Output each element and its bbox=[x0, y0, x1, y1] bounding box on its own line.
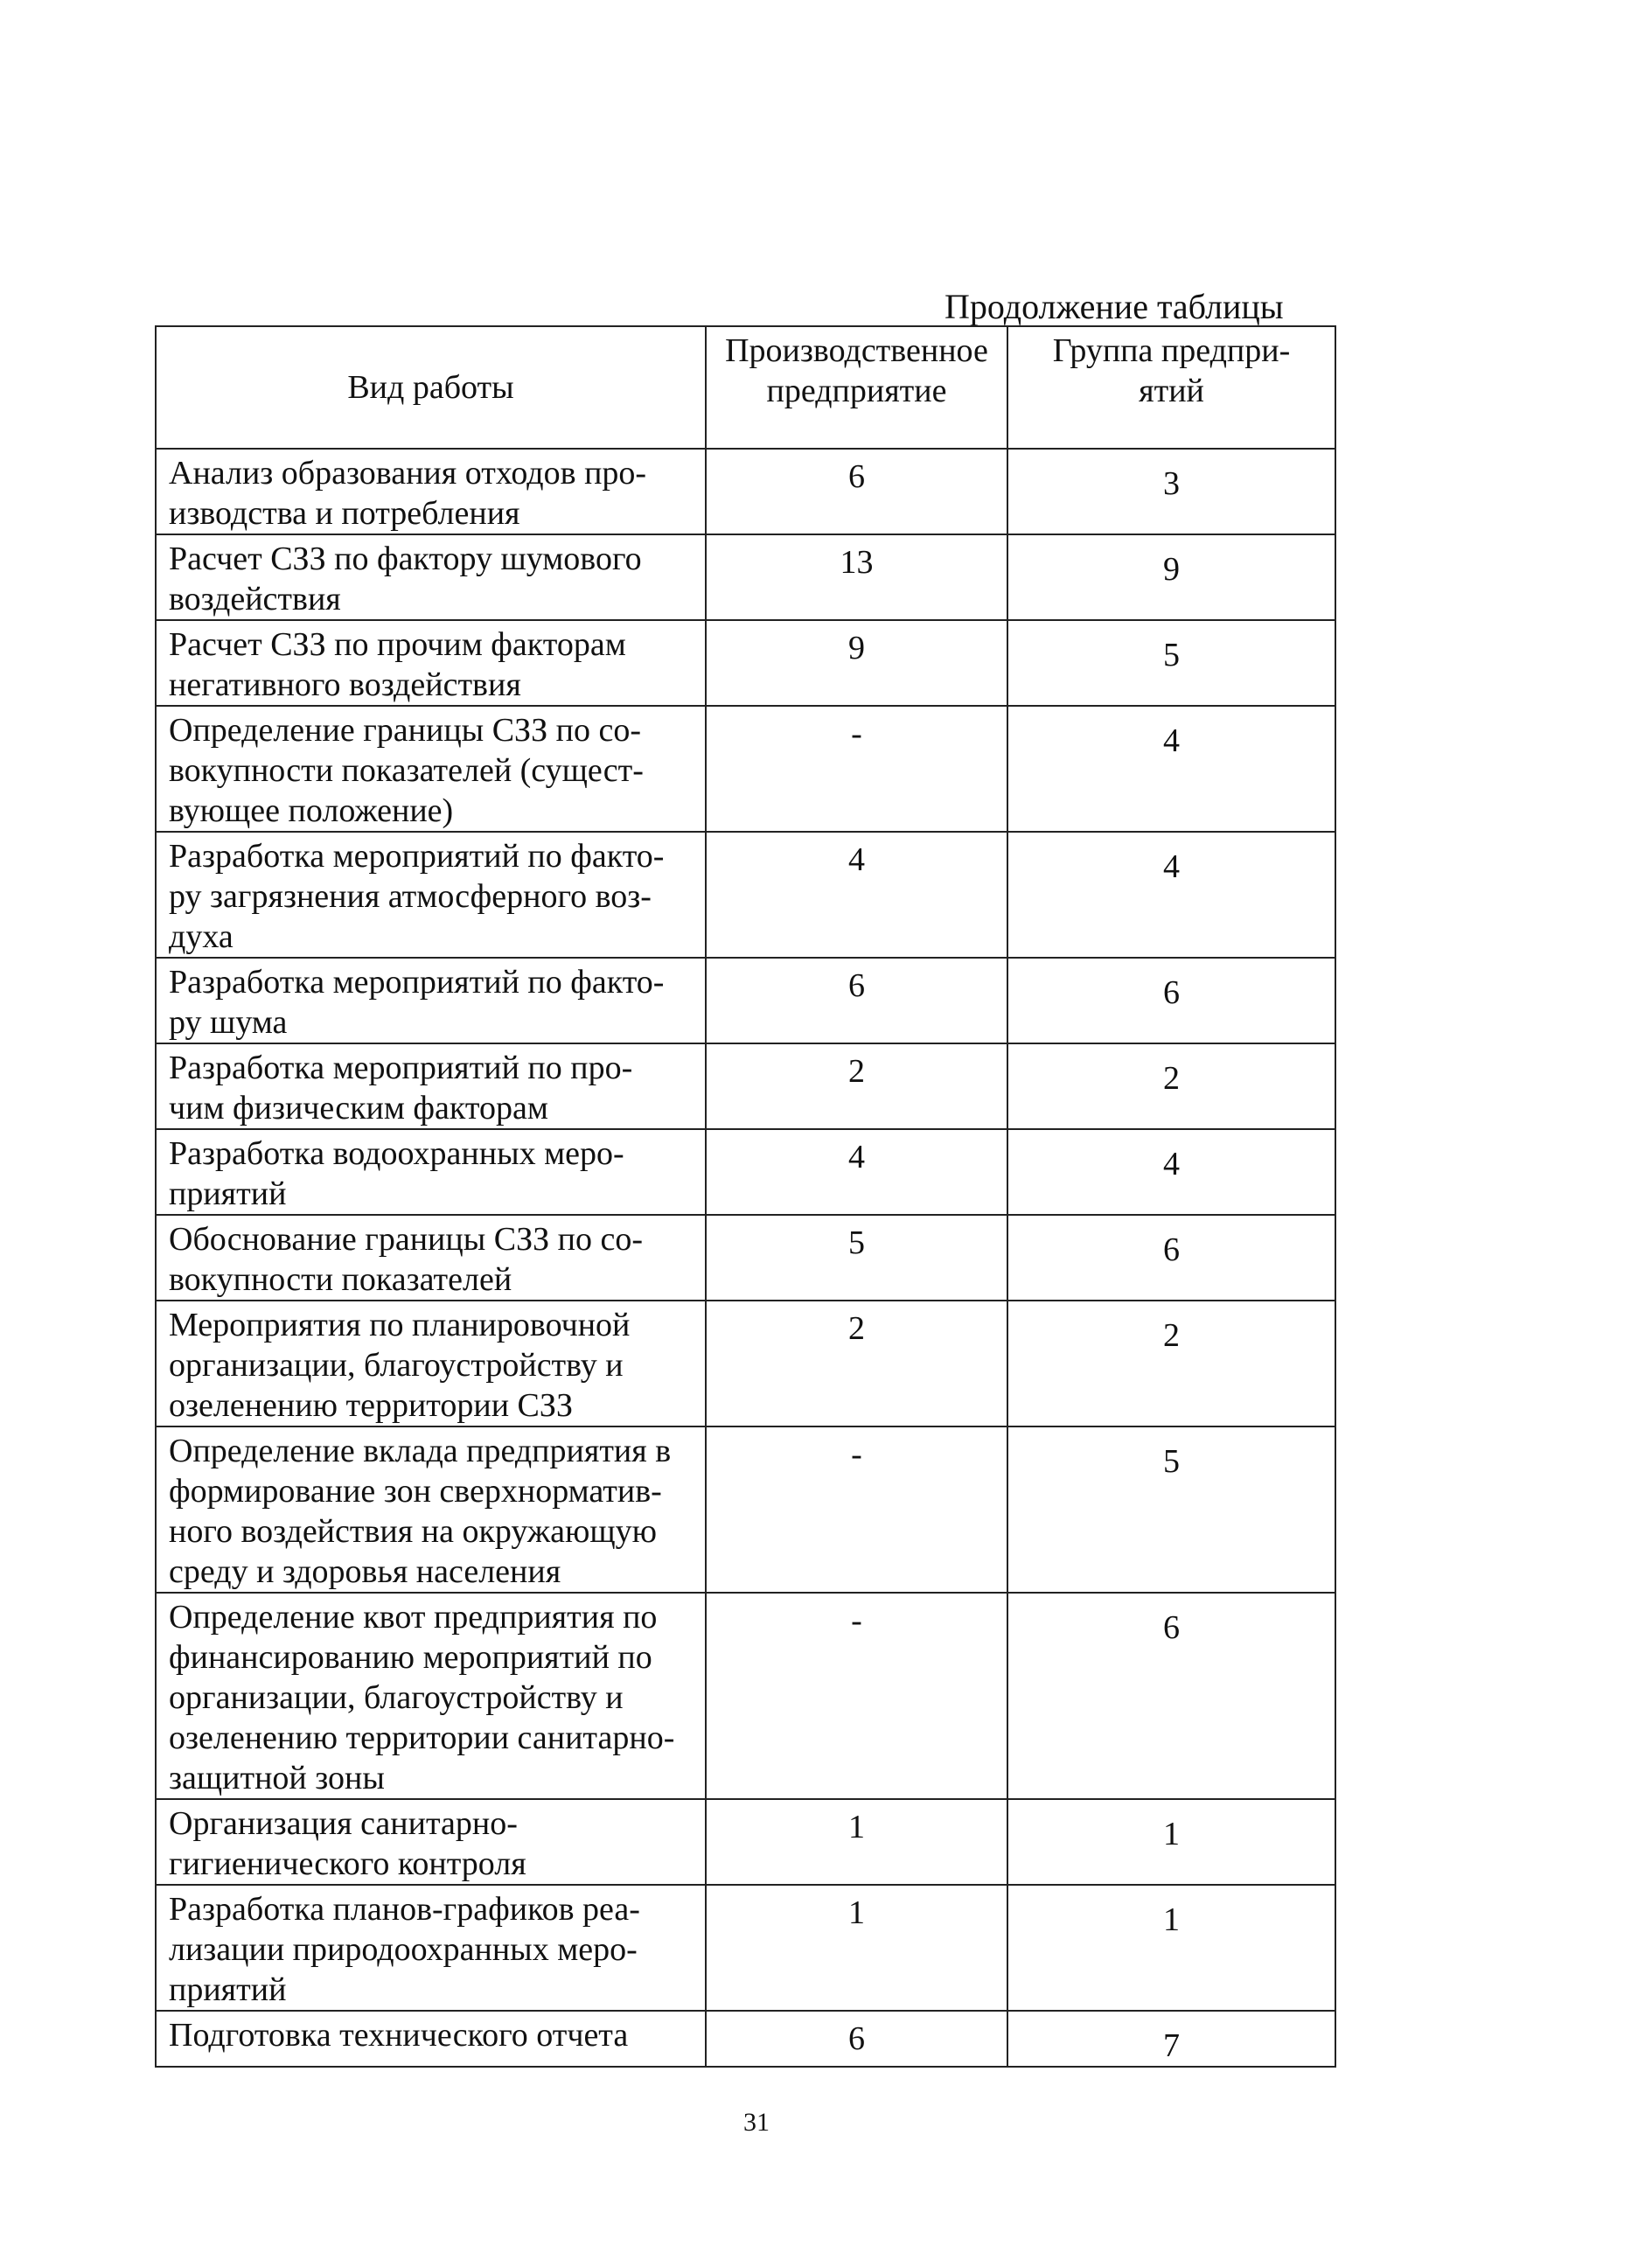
header-production-enterprise bbox=[706, 326, 1007, 449]
cell-work-type-line: чим физическим факторам bbox=[169, 1090, 548, 1127]
table-row bbox=[156, 1593, 1335, 1799]
cell-production-value: 2 bbox=[706, 1043, 1007, 1129]
cell-production-value: - bbox=[706, 706, 1007, 832]
cell-work-type-line: духа bbox=[169, 918, 234, 955]
cell-work-type bbox=[156, 706, 706, 832]
cell-work-type bbox=[156, 1301, 706, 1426]
table-row bbox=[156, 449, 1335, 534]
cell-work-type bbox=[156, 2011, 706, 2067]
header-production-line1: Производственное bbox=[725, 332, 988, 369]
header-enterprise-group bbox=[1007, 326, 1335, 449]
cell-production-value: 6 bbox=[706, 2011, 1007, 2067]
cell-production-value: 6 bbox=[706, 958, 1007, 1043]
works-table bbox=[155, 325, 1336, 2068]
table-row bbox=[156, 1043, 1335, 1129]
cell-production-value: 13 bbox=[706, 534, 1007, 620]
cell-group-value: 6 bbox=[1007, 1593, 1335, 1799]
cell-work-type-line: вокупности показателей bbox=[169, 1261, 512, 1298]
cell-group-value: 6 bbox=[1007, 1215, 1335, 1301]
cell-production-value: 4 bbox=[706, 832, 1007, 958]
cell-production-value: 9 bbox=[706, 620, 1007, 706]
cell-group-value: 3 bbox=[1007, 449, 1335, 534]
page-number: 31 bbox=[743, 2108, 770, 2137]
cell-work-type bbox=[156, 1593, 706, 1799]
cell-group-value: 4 bbox=[1007, 706, 1335, 832]
cell-work-type-line: ного воздействия на окружающую bbox=[169, 1513, 658, 1550]
cell-group-value: 1 bbox=[1007, 1885, 1335, 2011]
cell-work-type-line: Разработка мероприятий по факто- bbox=[169, 964, 665, 1001]
table-row bbox=[156, 1426, 1335, 1593]
cell-work-type-line: гигиенического контроля bbox=[169, 1845, 526, 1882]
header-work-type bbox=[156, 326, 706, 449]
table-row bbox=[156, 832, 1335, 958]
table-row bbox=[156, 1885, 1335, 2011]
table-row bbox=[156, 1301, 1335, 1426]
cell-work-type bbox=[156, 1885, 706, 2011]
table-row bbox=[156, 1215, 1335, 1301]
cell-work-type-line: приятий bbox=[169, 1175, 287, 1212]
cell-work-type bbox=[156, 832, 706, 958]
cell-work-type-line: Определение границы СЗЗ по со- bbox=[169, 712, 641, 749]
cell-group-value: 5 bbox=[1007, 620, 1335, 706]
cell-work-type-line: вокупности показателей (сущест- bbox=[169, 752, 644, 789]
table-caption: Продолжение таблицы bbox=[944, 287, 1284, 326]
cell-group-value: 4 bbox=[1007, 832, 1335, 958]
cell-work-type-line: Разработка мероприятий по про- bbox=[169, 1050, 633, 1086]
cell-production-value: - bbox=[706, 1426, 1007, 1593]
cell-work-type-line: Мероприятия по планировочной bbox=[169, 1307, 631, 1343]
cell-work-type-line: Разработка мероприятий по факто- bbox=[169, 838, 665, 875]
cell-work-type-line: Разработка планов-графиков реа- bbox=[169, 1891, 640, 1928]
cell-work-type bbox=[156, 620, 706, 706]
cell-work-type bbox=[156, 449, 706, 534]
cell-work-type-line: формирование зон сверхнорматив- bbox=[169, 1473, 662, 1510]
cell-group-value: 4 bbox=[1007, 1129, 1335, 1215]
cell-work-type-line: Определение квот предприятия по bbox=[169, 1599, 658, 1636]
header-production-line2: предприятие bbox=[766, 373, 947, 409]
cell-production-value: 1 bbox=[706, 1799, 1007, 1885]
cell-work-type-line: вующее положение) bbox=[169, 792, 454, 829]
cell-work-type-line: изводства и потребления bbox=[169, 495, 520, 532]
cell-work-type-line: озеленению территории СЗЗ bbox=[169, 1387, 573, 1424]
cell-work-type-line: организации, благоустройству и bbox=[169, 1347, 624, 1384]
cell-group-value: 5 bbox=[1007, 1426, 1335, 1593]
table-row bbox=[156, 1799, 1335, 1885]
cell-work-type-line: Разработка водоохранных меро- bbox=[169, 1135, 624, 1172]
cell-work-type-line: Обоснование границы СЗЗ по со- bbox=[169, 1221, 644, 1258]
table-body bbox=[156, 449, 1335, 2067]
cell-work-type-line: Организация санитарно- bbox=[169, 1805, 518, 1842]
cell-work-type bbox=[156, 1426, 706, 1593]
cell-work-type-line: Определение вклада предприятия в bbox=[169, 1433, 672, 1469]
cell-work-type bbox=[156, 958, 706, 1043]
table-header-row bbox=[156, 326, 1335, 449]
cell-work-type bbox=[156, 1129, 706, 1215]
cell-production-value: 4 bbox=[706, 1129, 1007, 1215]
cell-production-value: 1 bbox=[706, 1885, 1007, 2011]
header-group-line2: ятий bbox=[1139, 373, 1204, 409]
table-row bbox=[156, 620, 1335, 706]
cell-production-value: 6 bbox=[706, 449, 1007, 534]
cell-work-type-line: воздействия bbox=[169, 581, 341, 617]
cell-work-type bbox=[156, 1215, 706, 1301]
cell-work-type bbox=[156, 1043, 706, 1129]
cell-work-type-line: организации, благоустройству и bbox=[169, 1679, 624, 1716]
table-row bbox=[156, 1129, 1335, 1215]
cell-group-value: 2 bbox=[1007, 1301, 1335, 1426]
cell-production-value: - bbox=[706, 1593, 1007, 1799]
cell-work-type-line: ру загрязнения атмосферного воз- bbox=[169, 878, 652, 915]
cell-group-value: 6 bbox=[1007, 958, 1335, 1043]
cell-work-type-line: озеленению территории санитарно- bbox=[169, 1719, 675, 1756]
table-row bbox=[156, 2011, 1335, 2067]
header-group-line1: Группа предпри- bbox=[1052, 332, 1291, 369]
cell-work-type-line: Подготовка технического отчета bbox=[169, 2017, 629, 2054]
table-row bbox=[156, 534, 1335, 620]
cell-work-type-line: защитной зоны bbox=[169, 1760, 385, 1796]
cell-work-type-line: Расчет СЗЗ по фактору шумового bbox=[169, 541, 642, 577]
cell-production-value: 5 bbox=[706, 1215, 1007, 1301]
header-work-type-label: Вид работы bbox=[347, 369, 514, 406]
cell-work-type-line: лизации природоохранных меро- bbox=[169, 1931, 638, 1968]
table-row bbox=[156, 958, 1335, 1043]
cell-work-type-line: финансированию мероприятий по bbox=[169, 1639, 652, 1676]
cell-work-type-line: среду и здоровья населения bbox=[169, 1553, 561, 1590]
cell-work-type-line: Расчет СЗЗ по прочим факторам bbox=[169, 626, 626, 663]
cell-group-value: 1 bbox=[1007, 1799, 1335, 1885]
cell-group-value: 2 bbox=[1007, 1043, 1335, 1129]
cell-work-type bbox=[156, 1799, 706, 1885]
cell-group-value: 9 bbox=[1007, 534, 1335, 620]
cell-work-type-line: негативного воздействия bbox=[169, 666, 521, 703]
cell-work-type-line: Анализ образования отходов про- bbox=[169, 455, 647, 492]
cell-work-type bbox=[156, 534, 706, 620]
cell-work-type-line: ру шума bbox=[169, 1004, 288, 1041]
cell-work-type-line: приятий bbox=[169, 1971, 287, 2008]
cell-group-value: 7 bbox=[1007, 2011, 1335, 2067]
table-row bbox=[156, 706, 1335, 832]
cell-production-value: 2 bbox=[706, 1301, 1007, 1426]
